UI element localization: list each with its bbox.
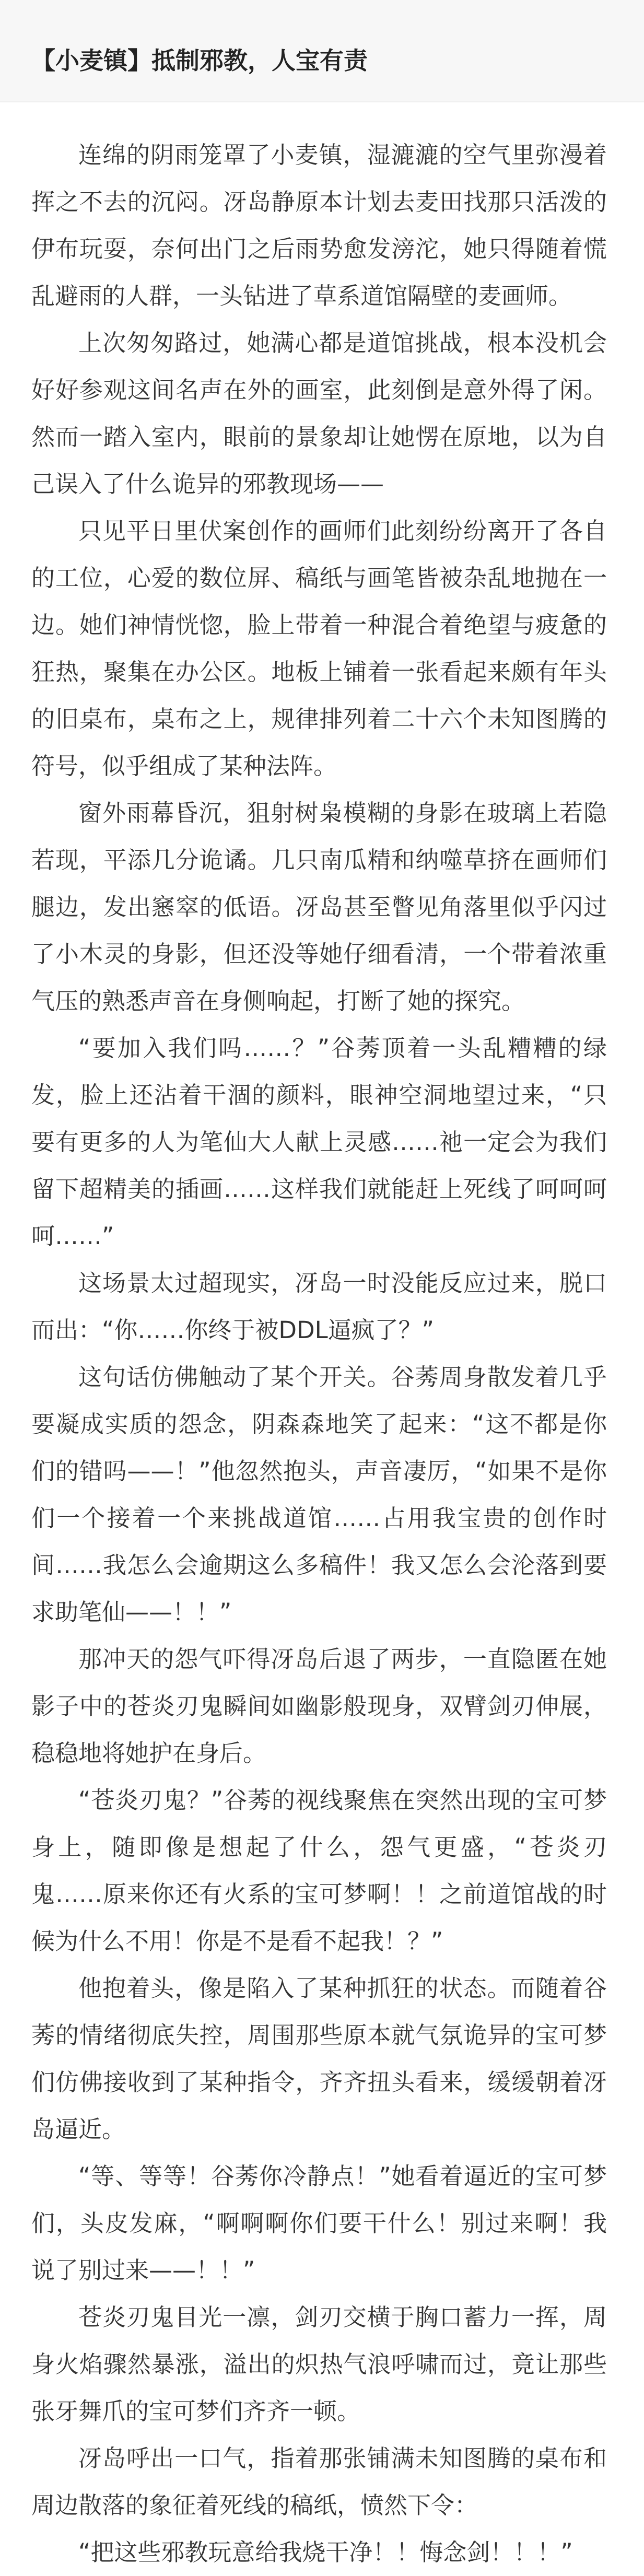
paragraph: 上次匆匆路过，她满心都是道馆挑战，根本没机会好好参观这间名声在外的画室，此刻倒是意外得了闲。然而一踏入室内，眼前的景象却让她愣在原地，以为自己误入了什么诡异的邪教现场——	[31, 329, 607, 498]
paragraph: 这句话仿佛触动了某个开关。谷莠周身散发着几乎要凝成实质的怨念，阴森森地笑了起来：“这不都是你们的错吗——！”他忽然抱头，声音凄厉，“如果不是你们一个接着一个来挑战道馆……占用我宝贵的创作时间……我怎么会逾期这么多稿件！我又怎么会沦落到要求助笔仙——！！”	[31, 1363, 607, 1626]
paragraph: “把这些邪教玩意给我烧干净！！悔念剑！！！”	[78, 2538, 573, 2566]
article-title: 【小麦镇】抵制邪教，人宝有责	[31, 46, 368, 75]
paragraph: 连绵的阴雨笼罩了小麦镇，湿漉漉的空气里弥漫着挥之不去的沉闷。冴岛静原本计划去麦田找那只活泼的伊布玩耍，奈何出门之后雨势愈发滂沱，她只得随着慌乱避雨的人群，一头钻进了草系道馆隔壁的麦画师。	[31, 141, 607, 310]
paragraph: 苍炎刃鬼目光一凛，剑刃交横于胸口蓄力一挥，周身火焰骤然暴涨，溢出的炽热气浪呼啸而过，竟让那些张牙舞爪的宝可梦们齐齐一顿。	[31, 2303, 607, 2425]
article-header	[0, 0, 644, 102]
article-body	[31, 132, 607, 2576]
paragraph: 他抱着头，像是陷入了某种抓狂的状态。而随着谷莠的情绪彻底失控，周围那些原本就气氛诡异的宝可梦们仿佛接收到了某种指令，齐齐扭头看来，缓缓朝着冴岛逼近。	[31, 1974, 607, 2143]
paragraph: 这场景太过超现实，冴岛一时没能反应过来，脱口而出：“你……你终于被DDL逼疯了？”	[31, 1269, 607, 1344]
paragraph: 窗外雨幕昏沉，狙射树枭模糊的身影在玻璃上若隐若现，平添几分诡谲。几只南瓜精和纳噬草挤在画师们腿边，发出窸窣的低语。冴岛甚至瞥见角落里似乎闪过了小木灵的身影，但还没等她仔细看清，一个带着浓重气压的熟悉声音在身侧响起，打断了她的探究。	[31, 799, 607, 1015]
paragraph: “等、等等！谷莠你冷静点！”她看着逼近的宝可梦们，头皮发麻，“啊啊啊你们要干什么！别过来啊！我说了别过来——！！”	[31, 2162, 607, 2284]
paragraph: 那冲天的怨气吓得冴岛后退了两步，一直隐匿在她影子中的苍炎刃鬼瞬间如幽影般现身，双臂剑刃伸展，稳稳地将她护在身后。	[31, 1645, 607, 1767]
paragraph: 只见平日里伏案创作的画师们此刻纷纷离开了各自的工位，心爱的数位屏、稿纸与画笔皆被杂乱地抛在一边。她们神情恍惚，脸上带着一种混合着绝望与疲惫的狂热，聚集在办公区。地板上铺着一张看起来颇有年头的旧桌布，桌布之上，规律排列着二十六个未知图腾的符号，似乎组成了某种法阵。	[31, 517, 607, 780]
paragraph: “苍炎刃鬼？”谷莠的视线聚焦在突然出现的宝可梦身上，随即像是想起了什么，怨气更盛，“苍炎刃鬼……原来你还有火系的宝可梦啊！！之前道馆战的时候为什么不用！你是不是看不起我！？”	[31, 1786, 607, 1955]
paragraph: 冴岛呼出一口气，指着那张铺满未知图腾的桌布和周边散落的象征着死线的稿纸，愤然下令：	[31, 2444, 607, 2519]
paragraph: “要加入我们吗……？”谷莠顶着一头乱糟糟的绿发，脸上还沾着干涸的颜料，眼神空洞地望过来，“只要有更多的人为笔仙大人献上灵感……祂一定会为我们留下超精美的插画……这样我们就能赶上死线了呵呵呵呵……”	[31, 1034, 607, 1250]
